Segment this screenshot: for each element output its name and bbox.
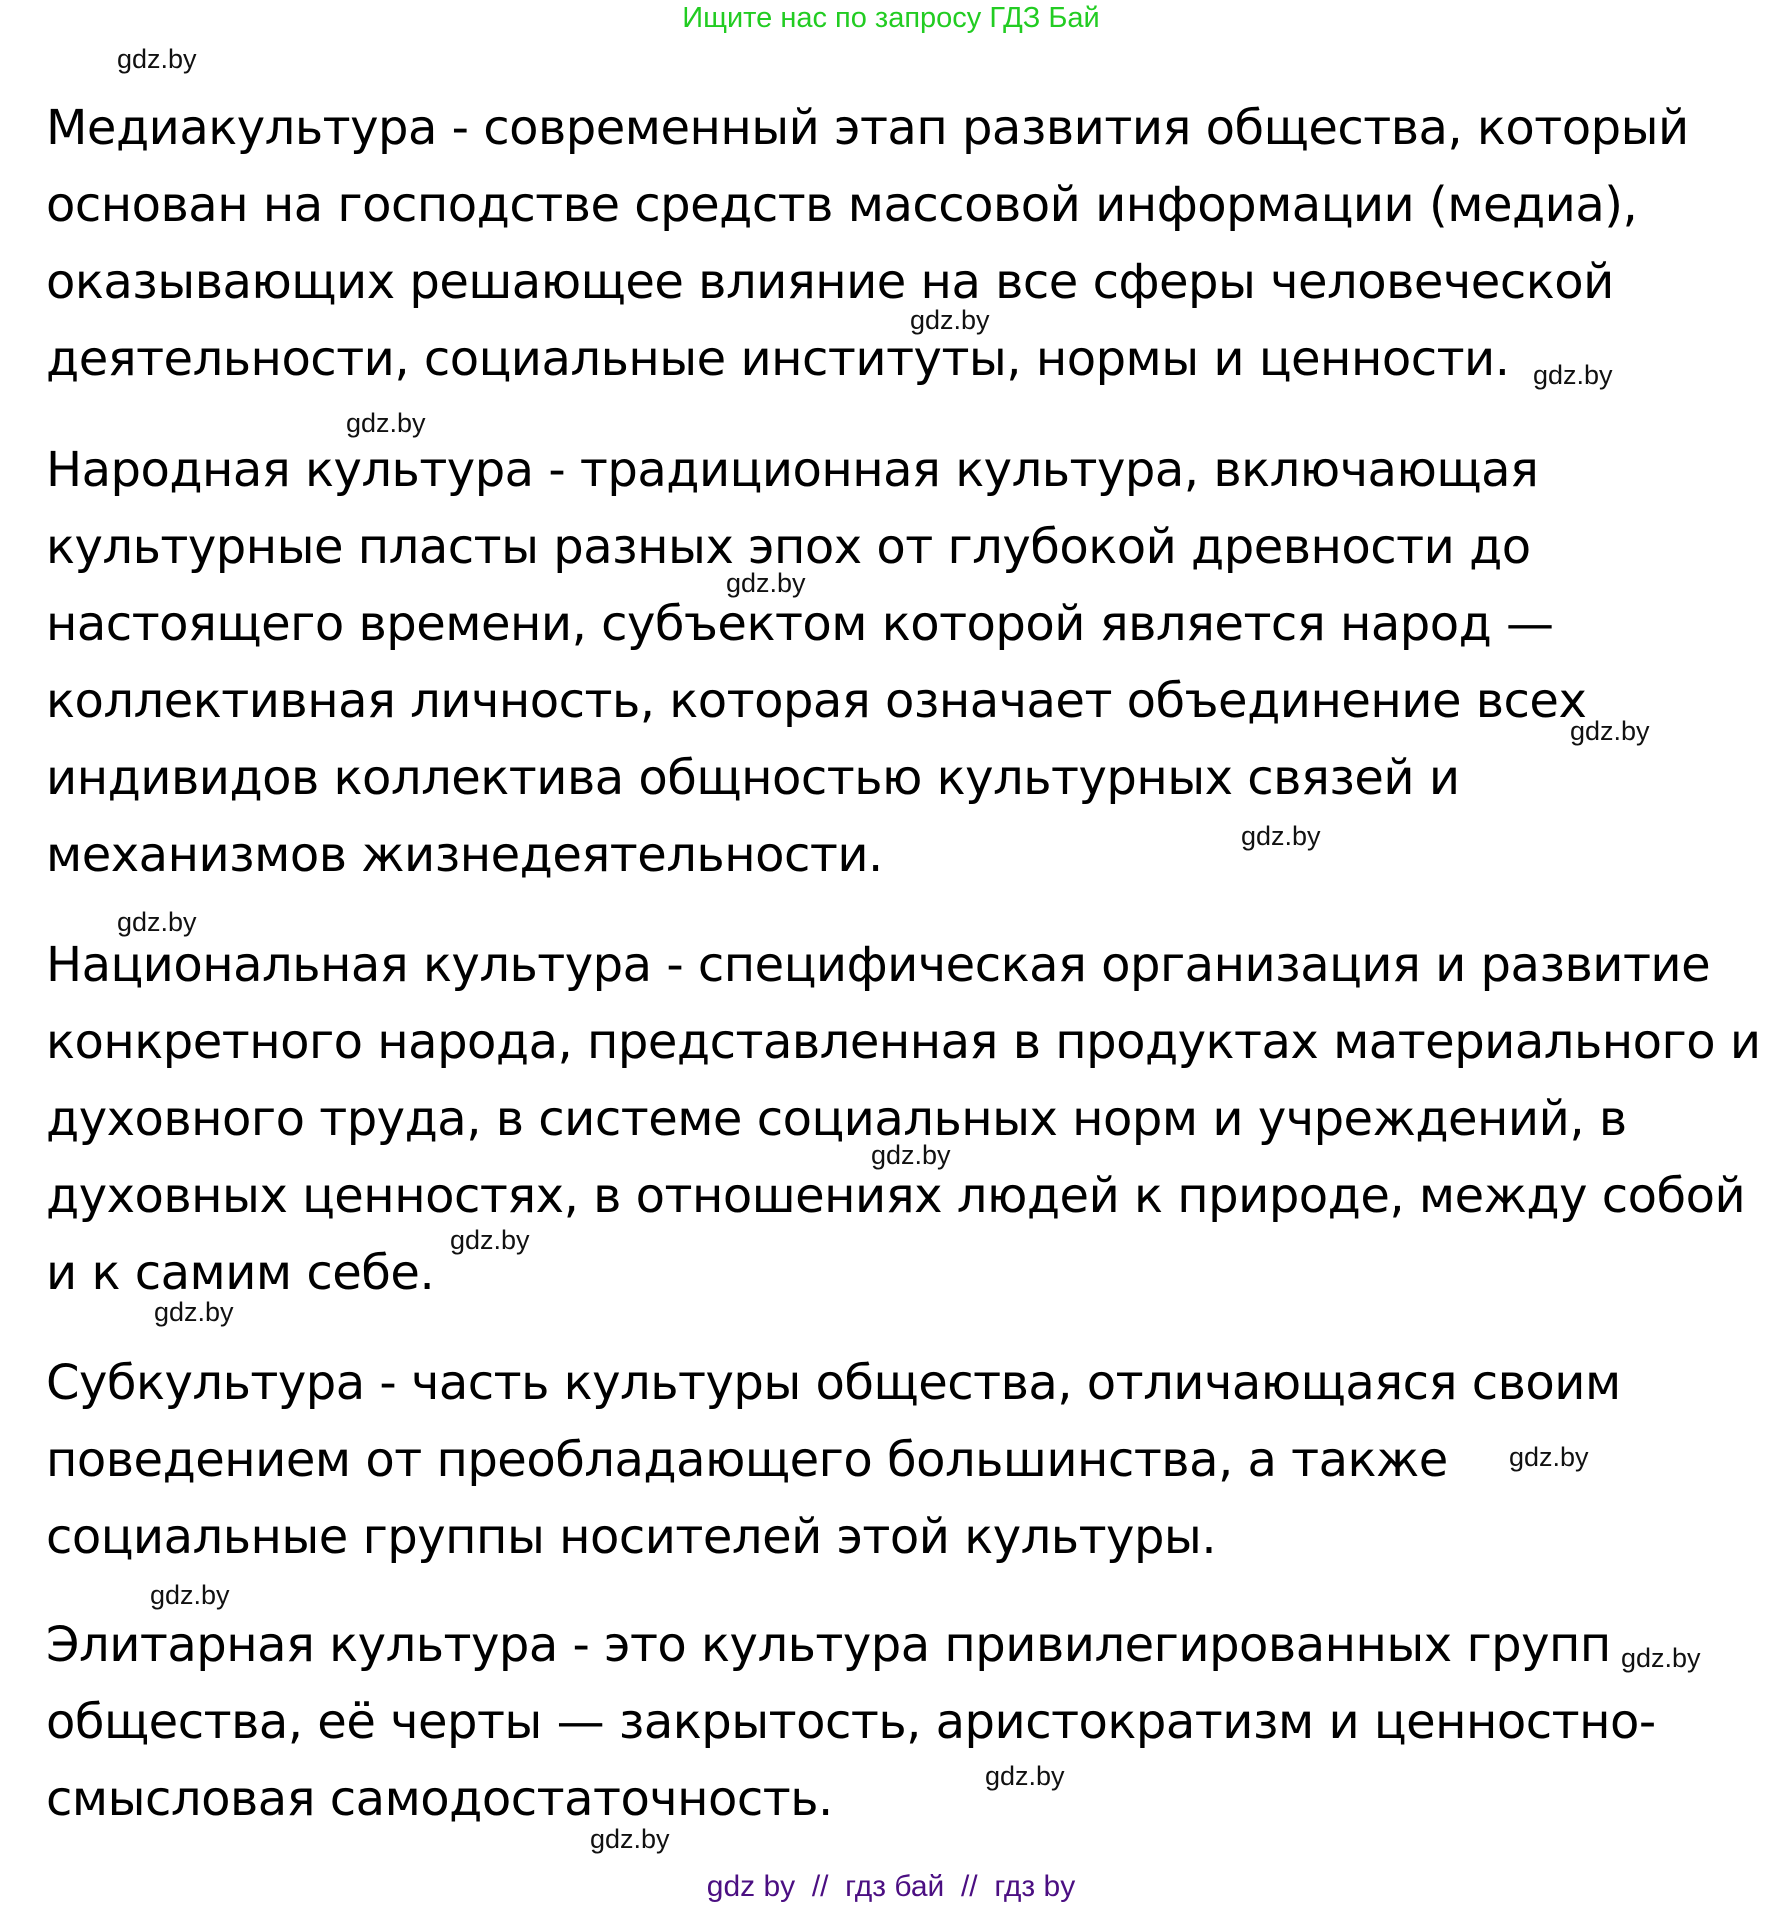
- definition-subculture: [46, 1345, 1621, 1576]
- watermark: gdz.by: [117, 907, 197, 937]
- watermark: gdz.by: [871, 1140, 951, 1170]
- text-line: деятельности, социальные институты, нормы и ценности.: [46, 331, 1510, 387]
- definition-national-culture: [46, 927, 1761, 1312]
- text-line: социальные группы носителей этой культуры.: [46, 1509, 1217, 1565]
- text-line: Медиакультура - современный этап развития общества, который: [46, 100, 1689, 156]
- text-line: духовного труда, в системе социальных норм и учреждений, в: [46, 1091, 1627, 1147]
- text-line: оказывающих решающее влияние на все сферы человеческой: [46, 254, 1614, 310]
- watermark: gdz.by: [985, 1761, 1065, 1791]
- text-line: общества, её черты — закрытость, аристократизм и ценностно-: [46, 1694, 1656, 1750]
- text-line: Народная культура - традиционная культура, включающая: [46, 442, 1539, 498]
- text-line: индивидов коллектива общностью культурных связей и: [46, 750, 1460, 806]
- watermark: gdz.by: [1621, 1643, 1701, 1673]
- watermark: gdz.by: [1570, 716, 1650, 746]
- text-line: культурные пласты разных эпох от глубокой древности до: [46, 519, 1531, 575]
- text-line: и к самим себе.: [46, 1245, 435, 1301]
- watermark: gdz.by: [150, 1580, 230, 1610]
- text-line: Элитарная культура - это культура привилегированных групп: [46, 1617, 1611, 1673]
- search-banner: [0, 0, 1782, 36]
- footer-text: gdz by // гдз бай // гдз by: [706, 1870, 1076, 1903]
- text-line: механизмов жизнедеятельности.: [46, 827, 883, 883]
- text-line: настоящего времени, субъектом которой является народ —: [46, 596, 1554, 652]
- text-line: конкретного народа, представленная в продуктах материального и: [46, 1014, 1761, 1070]
- watermark: gdz.by: [910, 305, 990, 335]
- text-line: поведением от преобладающего большинства, а также: [46, 1432, 1448, 1488]
- watermark: gdz.by: [450, 1225, 530, 1255]
- watermark: gdz.by: [346, 408, 426, 438]
- text-line: Субкультура - часть культуры общества, отличающаяся своим: [46, 1355, 1621, 1411]
- text-line: Национальная культура - специфическая организация и развитие: [46, 937, 1711, 993]
- watermark: gdz.by: [590, 1824, 670, 1854]
- footer: [0, 1868, 1782, 1906]
- watermark: gdz.by: [154, 1297, 234, 1327]
- text-line: коллективная личность, которая означает объединение всех: [46, 673, 1587, 729]
- text-line: основан на господстве средств массовой информации (медиа),: [46, 177, 1638, 233]
- watermark: gdz.by: [726, 568, 806, 598]
- watermark: gdz.by: [117, 44, 197, 74]
- watermark: gdz.by: [1241, 821, 1321, 851]
- banner-text: Ищите нас по запросу ГДЗ Бай: [682, 2, 1100, 34]
- text-line: смысловая самодостаточность.: [46, 1771, 833, 1827]
- watermark: gdz.by: [1533, 360, 1613, 390]
- definition-elite-culture: [46, 1607, 1656, 1838]
- text-line: духовных ценностях, в отношениях людей к природе, между собой: [46, 1168, 1746, 1224]
- definition-folk-culture: [46, 432, 1586, 894]
- watermark: gdz.by: [1509, 1442, 1589, 1472]
- definition-mediaculture: [46, 90, 1689, 398]
